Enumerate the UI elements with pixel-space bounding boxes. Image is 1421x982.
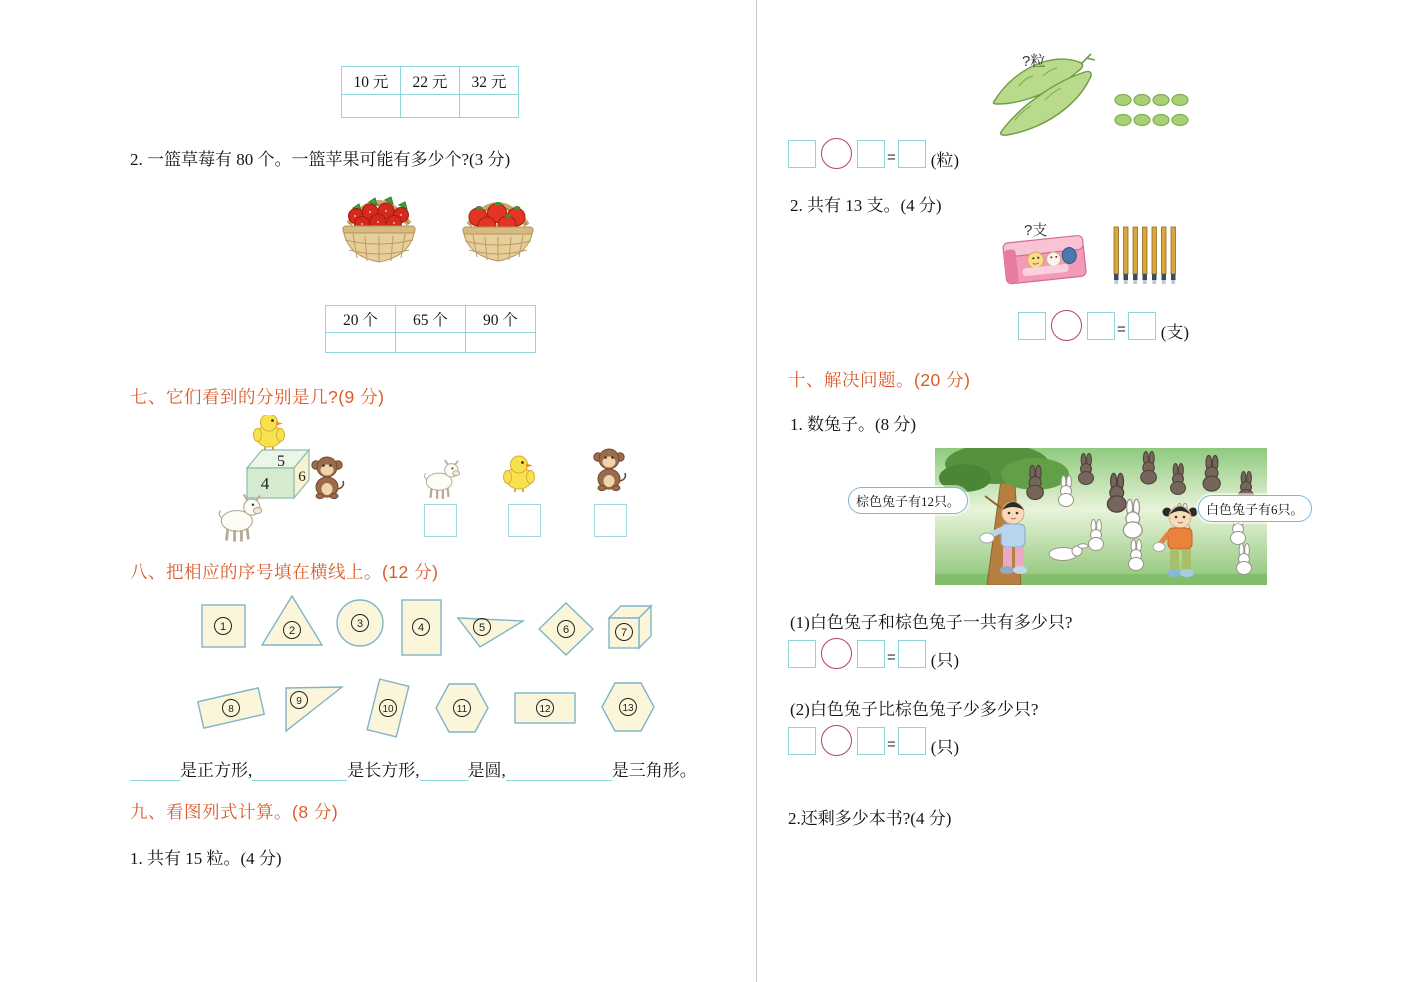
shape-number: 7 <box>620 627 628 639</box>
answer-box[interactable] <box>857 140 885 168</box>
operator-circle[interactable] <box>821 638 852 669</box>
section-9-heading: 九、看图列式计算。(8 分) <box>130 802 339 822</box>
answer-box[interactable] <box>1018 312 1046 340</box>
answer-box[interactable] <box>788 727 816 755</box>
money-header-cell: 10 元 <box>342 67 401 95</box>
shape-triangle <box>262 596 322 645</box>
fill-text: 是三角形。 <box>611 761 697 780</box>
beans-count-label: ?粒 <box>1022 53 1046 70</box>
monkey-icon <box>594 449 626 491</box>
equals-sign: = <box>887 649 896 666</box>
white-rabbit-icon <box>1123 499 1142 538</box>
equals-sign: = <box>887 736 896 753</box>
answer-box[interactable] <box>898 640 926 668</box>
answer-box[interactable] <box>898 140 926 168</box>
equation-pencils <box>1018 312 1189 343</box>
answer-box[interactable] <box>1087 312 1115 340</box>
shape-number: 13 <box>622 703 634 714</box>
blank-line[interactable] <box>506 764 612 781</box>
white-rabbit-icon <box>1059 476 1074 507</box>
unit-label: (支) <box>1160 323 1190 342</box>
section-8-heading: 八、把相应的序号填在横线上。(12 分) <box>130 562 439 582</box>
chick-icon <box>254 415 285 450</box>
money-answer-cell[interactable] <box>401 95 460 118</box>
shape-right-triangle <box>286 687 342 731</box>
column-divider <box>756 0 757 982</box>
shape-number: 11 <box>456 704 468 715</box>
count-answer-cell[interactable] <box>396 333 466 353</box>
shape-number: 1 <box>219 621 227 633</box>
money-answer-cell[interactable] <box>342 95 401 118</box>
cube-and-animals-illustration <box>195 415 640 550</box>
speech-bubble-white-rabbits <box>1198 495 1312 522</box>
animal-answer-box[interactable] <box>424 504 457 537</box>
unit-label: (只) <box>930 738 960 757</box>
money-header-cell: 22 元 <box>401 67 460 95</box>
shapes-row-1 <box>195 592 670 662</box>
white-rabbit-icon <box>1089 520 1104 551</box>
goat-icon <box>219 494 261 541</box>
shape-number: 10 <box>382 704 394 715</box>
strawberry-basket-illustration <box>331 178 426 268</box>
answer-box[interactable] <box>857 727 885 755</box>
brown-rabbit-icon <box>1107 473 1126 512</box>
unit-label: (粒) <box>930 151 960 170</box>
section-7-heading: 七、它们看到的分别是几?(9 分) <box>130 387 385 407</box>
fill-in-sentence <box>130 756 697 781</box>
chick-icon <box>504 456 535 492</box>
question-9-2: 2. 共有 13 支。(4 分) <box>790 196 942 215</box>
answer-box[interactable] <box>788 140 816 168</box>
pencils-illustration <box>1112 222 1180 288</box>
money-header-cell: 32 元 <box>460 67 519 95</box>
monkey-icon <box>312 457 344 499</box>
goat-icon <box>425 460 460 499</box>
brown-rabbit-icon <box>1141 451 1157 484</box>
shapes-row-2 <box>195 678 670 742</box>
answer-box[interactable] <box>1128 312 1156 340</box>
count-answer-cell[interactable] <box>326 333 396 353</box>
money-answer-table <box>341 66 519 118</box>
white-rabbit-icon <box>1237 544 1252 575</box>
count-answer-table <box>325 305 536 353</box>
speech-bubble-brown-rabbits <box>848 487 968 514</box>
section-10-heading: 十、解决问题。(20 分) <box>788 370 971 390</box>
count-header-cell: 90 个 <box>466 306 536 333</box>
count-header-cell: 20 个 <box>326 306 396 333</box>
bubble-text: 白色兔子有6只。 <box>1206 502 1304 517</box>
fill-text: 是圆, <box>467 761 506 780</box>
answer-box[interactable] <box>898 727 926 755</box>
brown-rabbit-icon <box>1027 465 1044 499</box>
equation-rabbits-difference <box>788 727 959 758</box>
equals-sign: = <box>1117 321 1126 338</box>
count-answer-cell[interactable] <box>466 333 536 353</box>
apple-basket-illustration <box>452 181 544 267</box>
cube-face-right: 6 <box>298 469 306 485</box>
white-rabbit-icon <box>1129 540 1144 571</box>
shape-number: 2 <box>288 625 296 637</box>
count-header-cell: 65 个 <box>396 306 466 333</box>
cube-face-front: 4 <box>260 474 270 493</box>
shape-number: 4 <box>417 622 425 634</box>
cube-face-top: 5 <box>277 453 285 470</box>
bubble-text: 棕色兔子有12只。 <box>856 494 961 509</box>
operator-circle[interactable] <box>821 138 852 169</box>
brown-rabbit-icon <box>1079 454 1094 485</box>
shape-number: 3 <box>356 618 364 630</box>
answer-box[interactable] <box>788 640 816 668</box>
blank-line[interactable] <box>252 764 347 781</box>
equals-sign: = <box>887 149 896 166</box>
shape-number: 9 <box>296 696 302 707</box>
shape-number: 6 <box>562 624 570 636</box>
question-10-1-sub1: (1)白色兔子和棕色兔子一共有多少只? <box>790 613 1073 632</box>
operator-circle[interactable] <box>1051 310 1082 341</box>
brown-rabbit-icon <box>1171 464 1186 495</box>
question-10-2: 2.还剩多少本书?(4 分) <box>788 809 952 828</box>
fill-text: 是长方形, <box>347 761 420 780</box>
equation-rabbits-total <box>788 640 959 671</box>
animal-answer-box[interactable] <box>594 504 627 537</box>
money-answer-cell[interactable] <box>460 95 519 118</box>
question-9-1: 1. 共有 15 粒。(4 分) <box>130 849 282 868</box>
brown-rabbit-icon <box>1203 455 1220 491</box>
shape-number: 8 <box>228 704 234 715</box>
bean-dots <box>1115 95 1188 126</box>
operator-circle[interactable] <box>821 725 852 756</box>
pencils-count-label: ?支 <box>1024 222 1048 239</box>
shape-number: 5 <box>478 622 486 634</box>
equation-beans <box>788 140 959 171</box>
answer-box[interactable] <box>857 640 885 668</box>
unit-label: (只) <box>930 651 960 670</box>
question-10-1-sub2: (2)白色兔子比棕色兔子少多少只? <box>790 700 1039 719</box>
question-10-1: 1. 数兔子。(8 分) <box>790 415 917 434</box>
animal-answer-box[interactable] <box>508 504 541 537</box>
question-6-2: 2. 一篮草莓有 80 个。一篮苹果可能有多少个?(3 分) <box>130 150 511 169</box>
blank-line[interactable] <box>420 764 468 781</box>
shape-triangle-scalene <box>458 618 523 647</box>
blank-line[interactable] <box>130 764 180 781</box>
fill-text: 是正方形, <box>180 761 253 780</box>
bean-pods-illustration <box>985 42 1195 140</box>
shape-number: 12 <box>539 704 551 715</box>
